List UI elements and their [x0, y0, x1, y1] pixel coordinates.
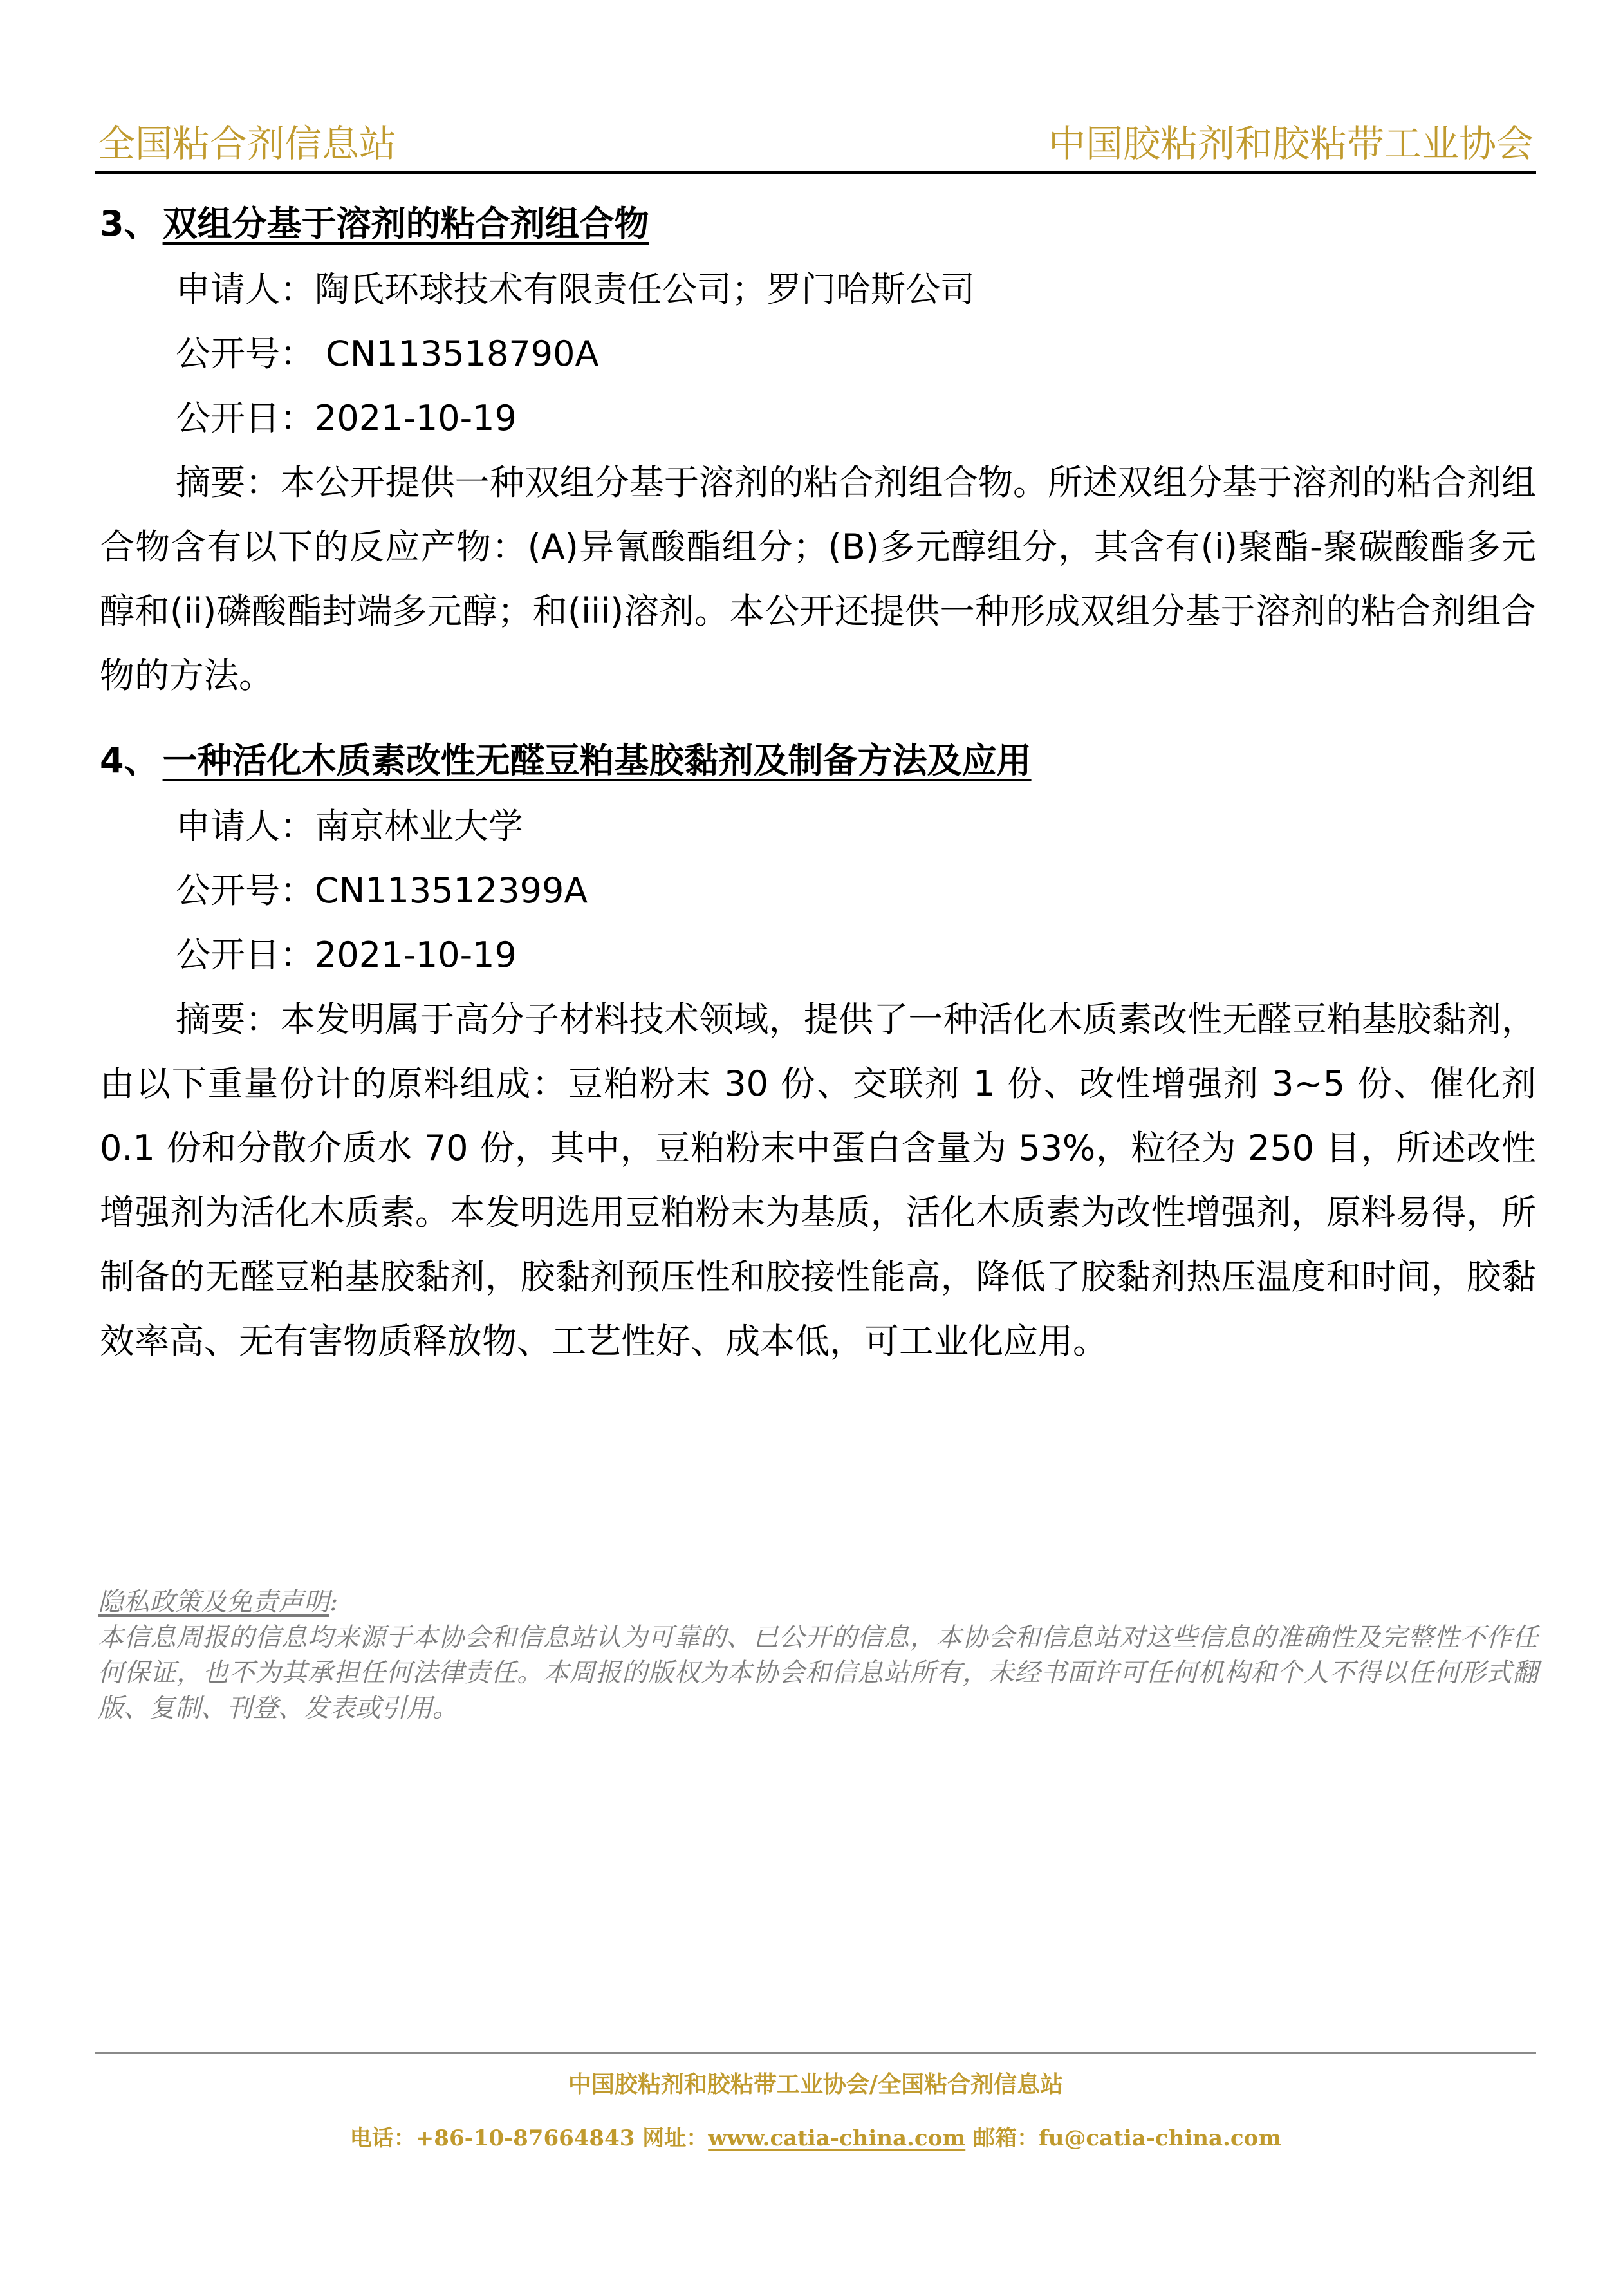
patent-publication-no: 公开号：CN113512399A: [176, 870, 588, 911]
footer-phone: 电话：+86-10-87664843 网址：: [349, 2125, 709, 2151]
patent-applicant: 申请人：南京林业大学: [176, 806, 523, 846]
patent-abstract: 摘要：本公开提供一种双组分基于溶剂的粘合剂组合物。所述双组分基于溶剂的粘合剂组合物含有以下的反应产物：(A)异氰酸酯组分；(B)多元醇组分，其含有(i)聚酯-聚碳酸酯多元醇和(ii)磷酸酯封端多元醇；和(iii)溶剂。本公开还提供一种形成双组分基于溶剂的粘合剂组合物的方法。: [100, 462, 1536, 696]
footer-email: 邮箱：fu@catia-china.com: [965, 2125, 1282, 2151]
patent-publication-date: 公开日：2021-10-19: [176, 935, 517, 975]
patent-entry: [100, 727, 1536, 1374]
patent-abstract: 摘要：本发明属于高分子材料技术领域，提供了一种活化木质素改性无醛豆粕基胶黏剂，由以下重量份计的原料组成：豆粕粉末 30 份、交联剂 1 份、改性增强剂 3~5 份、催化剂 0.1 份和分散介质水 70 份，其中，豆粕粉末中蛋白含量为 53%，粒径为 250 目，所述改性增强剂为活化木质素。本发明选用豆粕粉末为基质，活化木质素为改性增强剂，原料易得，所制备的无醛豆粕基胶黏剂，胶黏剂预压性和胶接性能高，降低了胶黏剂热压温度和时间，胶黏效率高、无有害物质释放物、工艺性好、成本低，可工业化应用。: [100, 999, 1536, 1361]
patent-title-text: 一种活化木质素改性无醛豆粕基胶黏剂及制备方法及应用: [162, 740, 1032, 781]
footer-org-line: 中国胶粘剂和胶粘带工业协会/全国粘合剂信息站: [568, 2071, 1064, 2098]
patent-publication-no: 公开号： CN113518790A: [176, 333, 599, 374]
footer-website-link[interactable]: www.catia-china.com: [708, 2125, 966, 2151]
patent-title-text: 双组分基于溶剂的粘合剂组合物: [162, 203, 649, 244]
patent-entry: [100, 191, 1536, 708]
page-footer: [95, 2052, 1536, 2154]
patent-number: 4、: [100, 740, 159, 781]
disclaimer-title-suffix: :: [329, 1587, 339, 1617]
disclaimer-heading: [98, 1585, 1538, 1620]
patent-title: [100, 191, 1536, 257]
patent-publication-date: 公开日：2021-10-19: [176, 398, 517, 438]
patent-list: [100, 191, 1536, 1393]
disclaimer-title: 隐私政策及免责声明: [98, 1587, 329, 1617]
page-header: [95, 115, 1536, 174]
footer-contact-line: [95, 2122, 1536, 2154]
disclaimer-body: 本信息周报的信息均来源于本协会和信息站认为可靠的、已公开的信息，本协会和信息站对这些信息的准确性及完整性不作任何保证，也不为其承担任何法律责任。本周报的版权为本协会和信息站所有，未经书面许可任何机构和个人不得以任何形式翻版、复制、刊登、发表或引用。: [98, 1623, 1538, 1723]
disclaimer: [98, 1585, 1538, 1726]
header-association-name: 中国胶粘剂和胶粘带工业协会: [1048, 122, 1534, 165]
patent-applicant: 申请人：陶氏环球技术有限责任公司；罗门哈斯公司: [176, 269, 975, 310]
patent-number: 3、: [100, 203, 159, 244]
header-site-name: 全国粘合剂信息站: [98, 122, 397, 165]
patent-title: [100, 727, 1536, 794]
